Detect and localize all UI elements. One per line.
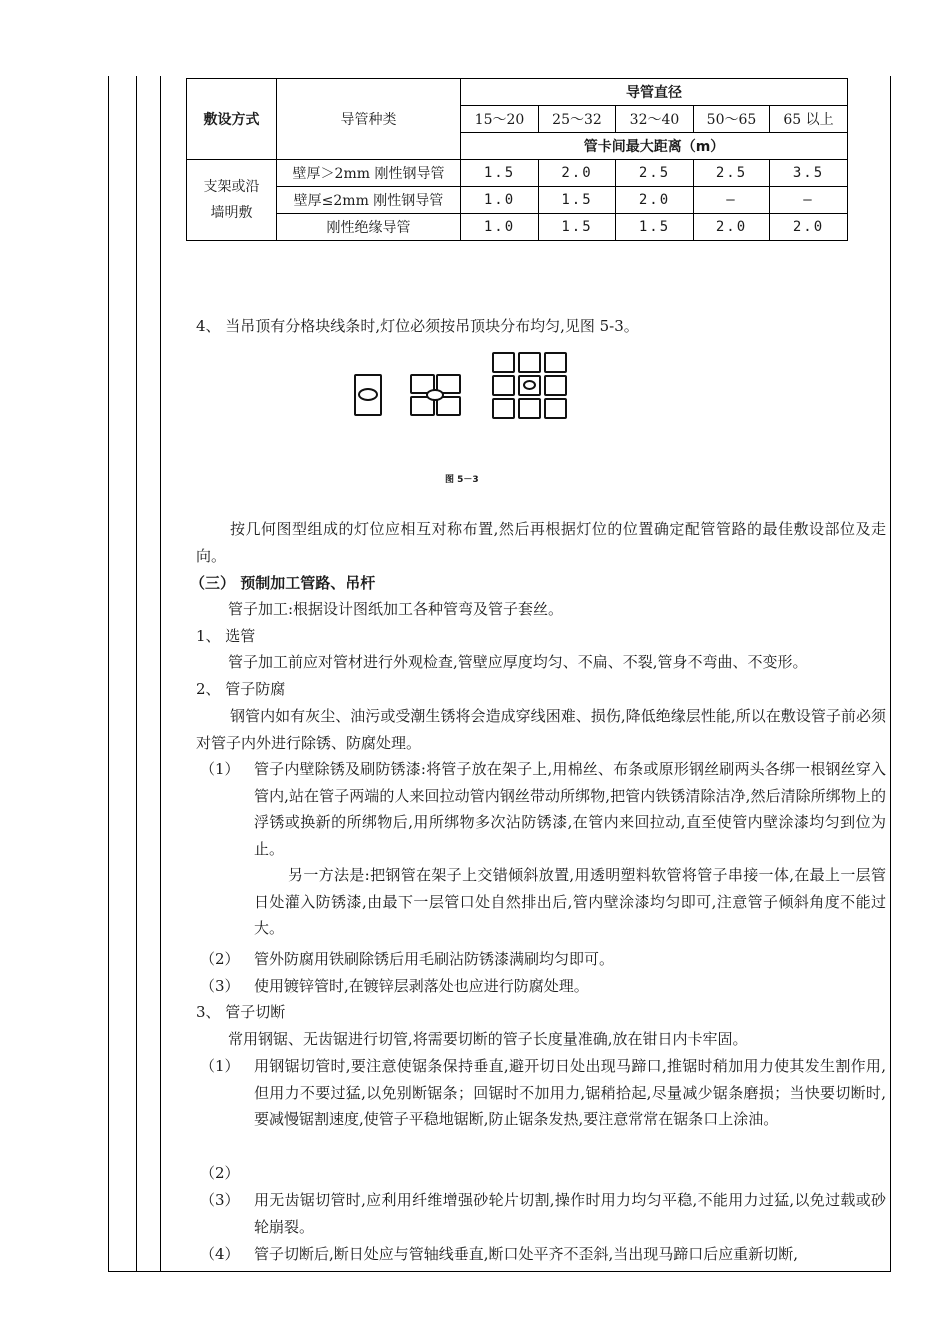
value-cell: 1.5: [539, 187, 616, 214]
header-distance: 管卡间最大距离（m）: [461, 133, 848, 160]
item-number: （1）: [200, 760, 240, 778]
grid-cell: [492, 352, 515, 373]
grid-cell: [544, 398, 567, 419]
item-number: （2）: [200, 950, 240, 968]
subsection-1-title: 1、 选管: [196, 627, 256, 645]
item-text: 管子内壁除锈及刷防锈漆:将管子放在架子上,用棉丝、布条或原形钢丝刷两头各绑一根钢丝穿入管内,站在管子两端的人来回拉动管内钢丝带动所绑物,把管内铁锈清除洁净,然后清除所绑物上的浮锈或换新的所绑物后,用所绑物多次沾防锈漆,在管内来回拉动,直至使管内壁涂漆均匀到位为止。: [254, 760, 886, 858]
subsection-2-title: 2、 管子防腐: [196, 680, 286, 698]
item-text: 用无齿锯切管时,应利用纤维增强砂轮片切割,操作时用力均匀平稳,不能用力过猛,以免过载或砂轮崩裂。: [254, 1191, 886, 1236]
item-text: 管外防腐用铁刷除锈后用毛刷沾防锈漆满刷均匀即可。: [254, 950, 615, 968]
item-text: 另一方法是:把钢管在架子上交错倾斜放置,用透明塑料软管将管子串接一体,在最上一层管日处灌入防锈漆,由最下一层管口处自然排出后,管内壁涂漆均匀即可,注意管子倾斜角度不能过大。: [254, 866, 886, 937]
item-number: （1）: [200, 1057, 240, 1075]
subsection-3-title: 3、 管子切断: [196, 1003, 286, 1021]
value-cell: 1.0: [461, 187, 539, 214]
value-cell: 2.0: [694, 214, 770, 241]
subsection-2-text: 钢管内如有灰尘、油污或受潮生锈将会造成穿线困难、损伤,降低绝缘层性能,所以在敷设管子前必须对管子内外进行除锈、防腐处理。: [196, 707, 886, 752]
header-type: 导管种类: [277, 79, 461, 160]
paragraph-layout: 按几何图型组成的灯位应相互对称布置,然后再根据灯位的位置确定配管管路的最佳敷设部位及走向。: [196, 520, 886, 565]
figure-caption: 图 5－3: [445, 475, 479, 485]
item-text: 用钢锯切管时,要注意使锯条保持垂直,避开切日处出现马蹄口,推锯时稍加用力使其发生割作用,但用力不要过猛,以免别断锯条；回锯时不加用力,锯稍拾起,尽量减少锯条磨损；当快要切断时,要减慢锯割速度,使管子平稳地锯断,防止锯条发热,要注意常常在锯条口上涂油。: [254, 1057, 886, 1128]
value-cell: 2.0: [539, 160, 616, 187]
value-cell: 2.5: [616, 160, 694, 187]
type-cell: 壁厚＞2mm 刚性钢导管: [277, 160, 461, 187]
grid-cell: [518, 352, 541, 373]
value-cell: 2.0: [770, 214, 848, 241]
subsection-3-text: 常用钢锯、无齿锯进行切管,将需要切断的管子长度量准确,放在钳日内卡牢固。: [228, 1030, 748, 1048]
item-text: 管子切断后,断日处应与管轴线垂直,断口处平齐不歪斜,当出现马蹄口后应重新切断,: [254, 1245, 799, 1263]
header-diameter: 导管直径: [461, 79, 848, 106]
grid-cell: [544, 375, 567, 396]
light-oval-icon: [426, 389, 444, 401]
type-cell: 刚性绝缘导管: [277, 214, 461, 241]
value-cell: 3.5: [770, 160, 848, 187]
value-cell: —: [694, 187, 770, 214]
diameter-cell: 32～40: [616, 106, 694, 133]
value-cell: 2.5: [694, 160, 770, 187]
grid-cell: [544, 352, 567, 373]
method-cell: 支架或沿墙明敷: [187, 160, 277, 241]
value-cell: —: [770, 187, 848, 214]
diameter-cell: 65 以上: [770, 106, 848, 133]
light-oval-icon: [523, 380, 536, 390]
value-cell: 1.5: [461, 160, 539, 187]
grid-cell: [518, 398, 541, 419]
grid-cell: [492, 375, 515, 396]
frame-divider-right: [160, 76, 161, 1272]
header-method: 敷设方式: [187, 79, 277, 160]
item-number: （4）: [200, 1245, 240, 1263]
item-number: （3）: [200, 1191, 240, 1209]
value-cell: 1.0: [461, 214, 539, 241]
item-4: 4、 当吊顶有分格块线条时,灯位必须按吊顶块分布均匀,见图 5-3。: [196, 317, 639, 335]
section-3-title: （三） 预制加工管路、吊杆: [190, 574, 376, 592]
grid-cell: [492, 398, 515, 419]
item-number: （2）: [200, 1164, 240, 1182]
diameter-cell: 25～32: [539, 106, 616, 133]
item-number: （3）: [200, 977, 240, 995]
diameter-cell: 50～65: [694, 106, 770, 133]
item-text: 使用镀锌管时,在镀锌层剥落处也应进行防腐处理。: [254, 977, 589, 995]
value-cell: 1.5: [616, 214, 694, 241]
diameter-cell: 15～20: [461, 106, 539, 133]
frame-divider-left: [136, 76, 137, 1272]
subsection-1-text: 管子加工前应对管材进行外观检查,管壁应厚度均匀、不扁、不裂,管身不弯曲、不变形。: [228, 653, 808, 671]
type-cell: 壁厚≤2mm 刚性钢导管: [277, 187, 461, 214]
light-oval-icon: [358, 388, 378, 401]
value-cell: 1.5: [539, 214, 616, 241]
value-cell: 2.0: [616, 187, 694, 214]
ceiling-light-figure: [350, 350, 580, 422]
conduit-spacing-table: [186, 78, 848, 241]
paragraph-process: 管子加工:根据设计图纸加工各种管弯及管子套丝。: [228, 600, 564, 618]
